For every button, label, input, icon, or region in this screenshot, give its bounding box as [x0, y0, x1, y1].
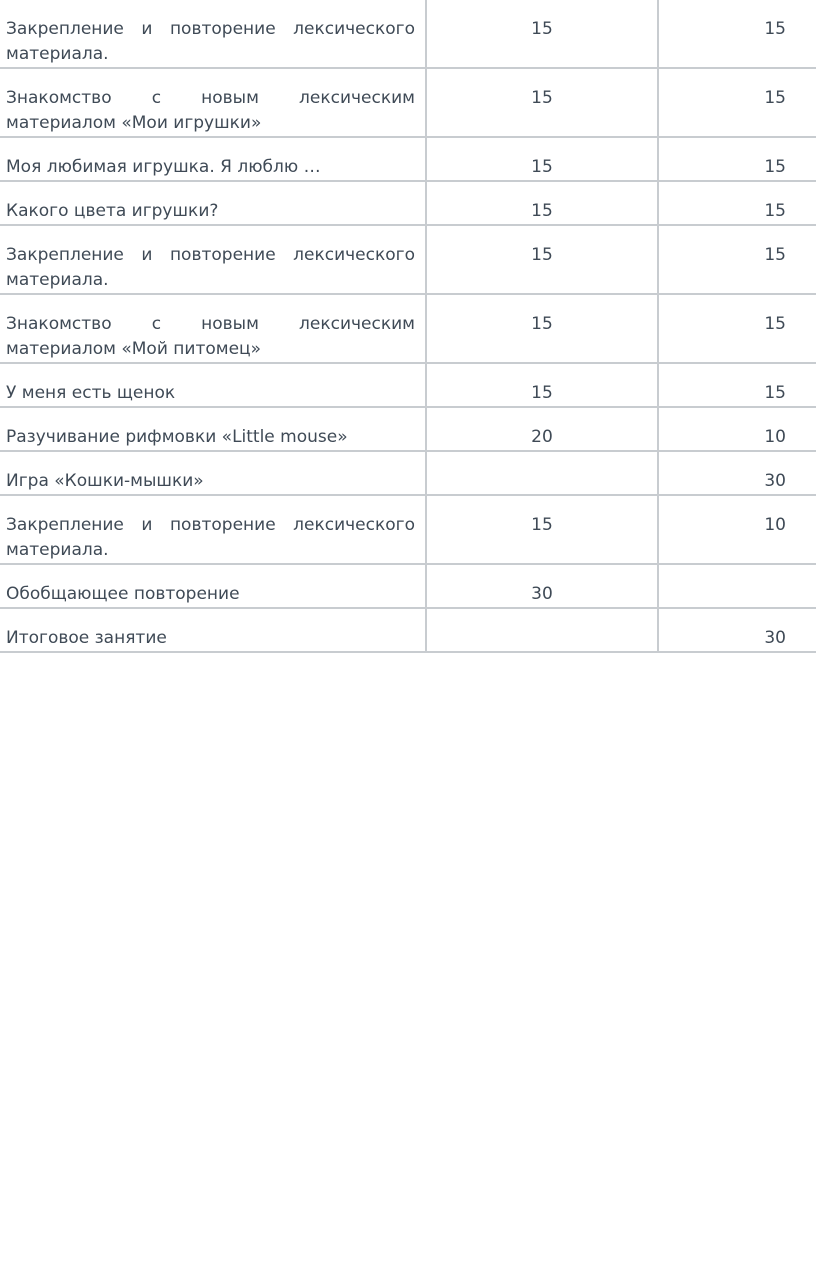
hours-column-3: 15	[658, 68, 816, 137]
lesson-topic: Итоговое занятие	[0, 608, 426, 652]
hours-column-2	[426, 608, 658, 652]
hours-column-2: 15	[426, 363, 658, 407]
table-row	[0, 363, 816, 407]
table-row	[0, 564, 816, 608]
lesson-topic: Игра «Кошки-мышки»	[0, 451, 426, 495]
hours-column-3: 15	[658, 137, 816, 181]
hours-column-2: 15	[426, 137, 658, 181]
hours-column-2: 15	[426, 181, 658, 225]
hours-column-3: 30	[658, 451, 816, 495]
table-row	[0, 407, 816, 451]
hours-column-2: 15	[426, 0, 658, 68]
hours-column-3: 15	[658, 0, 816, 68]
table-row	[0, 294, 816, 363]
hours-column-2: 15	[426, 68, 658, 137]
hours-column-2	[426, 451, 658, 495]
table-row	[0, 0, 816, 68]
hours-column-2: 30	[426, 564, 658, 608]
table-row	[0, 137, 816, 181]
hours-column-3: 15	[658, 181, 816, 225]
hours-column-2: 15	[426, 225, 658, 294]
table-row	[0, 225, 816, 294]
lesson-topic: У меня есть щенок	[0, 363, 426, 407]
hours-column-3: 15	[658, 363, 816, 407]
hours-column-2: 20	[426, 407, 658, 451]
lesson-topic: Закрепление и повторение лексического материала.	[0, 495, 426, 564]
hours-column-3: 15	[658, 294, 816, 363]
hours-column-3: 15	[658, 225, 816, 294]
lesson-topic: Моя любимая игрушка. Я люблю …	[0, 137, 426, 181]
table-row	[0, 68, 816, 137]
hours-column-3	[658, 564, 816, 608]
hours-column-3: 30	[658, 608, 816, 652]
lesson-topic: Какого цвета игрушки?	[0, 181, 426, 225]
lesson-topic: Закрепление и повторение лексического материала.	[0, 225, 426, 294]
hours-column-3: 10	[658, 495, 816, 564]
lesson-topic: Знакомство с новым лексическим материалом «Мой питомец»	[0, 294, 426, 363]
hours-column-2: 15	[426, 294, 658, 363]
lesson-topic: Закрепление и повторение лексического материала.	[0, 0, 426, 68]
table-row	[0, 451, 816, 495]
lesson-topic: Знакомство с новым лексическим материалом «Мои игрушки»	[0, 68, 426, 137]
table-row	[0, 181, 816, 225]
hours-column-2: 15	[426, 495, 658, 564]
hours-column-3: 10	[658, 407, 816, 451]
table-row	[0, 495, 816, 564]
table-row	[0, 608, 816, 652]
lesson-topic: Разучивание рифмовки «Little mouse»	[0, 407, 426, 451]
lesson-topic: Обобщающее повторение	[0, 564, 426, 608]
